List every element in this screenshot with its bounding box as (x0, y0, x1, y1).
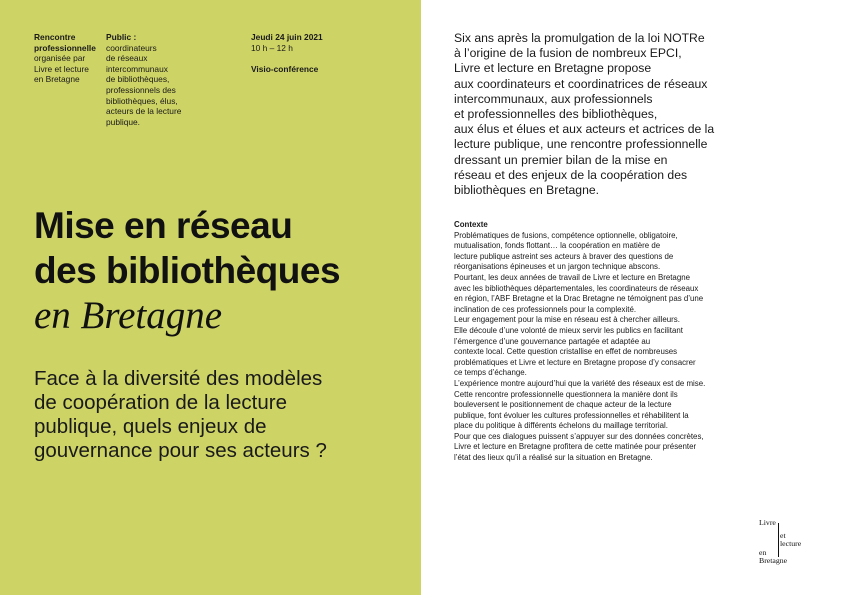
organizer-line: en Bretagne (34, 74, 80, 85)
subtitle (34, 367, 404, 463)
intro-line: dressant un premier bilan de la mise en (454, 152, 668, 167)
context-line: Livre et lecture en Bretagne profitera de cette matinée pour présenter (454, 442, 697, 452)
context-line: en région, l’ABF Bretagne et la Drac Bretagne ne témoignent pas d’une (454, 294, 704, 304)
event-date: Jeudi 24 juin 2021 (251, 32, 323, 42)
logo-word: Livre (759, 518, 776, 527)
context-line: lecture publique astreint ses acteurs à braver des questions de (454, 251, 674, 261)
organizer-line: professionnelle (34, 42, 96, 53)
organizer-line: Livre et lecture (34, 63, 89, 74)
context-line: réorganisations épineuses et un jargon technique abscons. (454, 262, 661, 272)
intro-line: à l’origine de la fusion de nombreux EPCI, (454, 46, 682, 61)
logo-word: Bretagne (759, 556, 788, 565)
subtitle-line: gouvernance pour ses acteurs ? (34, 439, 327, 462)
context-line: inclination de ces professionnels pour la complexité. (454, 304, 637, 314)
organizer-line: organisée par (34, 53, 86, 64)
context-line: Leur engagement pour la mise en réseau est à chercher ailleurs. (454, 315, 680, 325)
audience-line: publique. (106, 116, 140, 127)
page-title (34, 203, 340, 338)
context-line: place du politique à différents échelons du maillage territorial. (454, 421, 668, 431)
title-line-3: en Bretagne (34, 294, 223, 337)
intro-line: bibliothèques en Bretagne. (454, 183, 600, 198)
context-line: Pour que ces dialogues puissent s’appuyer sur des données concrètes, (454, 431, 704, 441)
event-details (251, 32, 371, 74)
title-line-2: des bibliothèques (34, 250, 341, 291)
intro-line: aux coordinateurs et coordinatrices de réseaux (454, 76, 708, 91)
audience-line: intercommunaux (106, 63, 168, 74)
intro-line: lecture publique, une rencontre professionnelle (454, 137, 708, 152)
organizer-info (34, 32, 104, 85)
context-line: avec les bibliothèques départementales, les coordinateurs de réseaux (454, 283, 699, 293)
context-line: Elle découle d’une volonté de mieux servir les publics en facilitant (454, 325, 683, 335)
event-mode: Visio-conférence (251, 63, 319, 74)
context-line: problématiques et Livre et lecture en Bretagne propose d’y consacrer (454, 357, 696, 367)
title-line-1: Mise en réseau (34, 205, 293, 246)
organizer-heading: Rencontre (34, 32, 76, 42)
context-line: contexte local. Cette question cristallise en effet de nombreuses (454, 347, 678, 357)
audience-line: professionnels des (106, 84, 176, 95)
audience-line: de bibliothèques, (106, 74, 170, 85)
context-line: publique, font évoluer les cultures professionnelles et réhabilitent la (454, 410, 689, 420)
audience-line: acteurs de la lecture (106, 106, 182, 117)
subtitle-line: de coopération de la lecture (34, 391, 288, 414)
intro-line: Livre et lecture en Bretagne propose (454, 61, 652, 76)
logo-word: et (780, 531, 786, 540)
context-line: l’émergence d’une gouvernance partagée et adaptée au (454, 336, 651, 346)
subtitle-line: Face à la diversité des modèles (34, 367, 323, 390)
audience-line: bibliothèques, élus, (106, 95, 178, 106)
audience-heading: Public : (106, 32, 137, 42)
subtitle-line: publique, quels enjeux de (34, 415, 267, 438)
intro-line: intercommunaux, aux professionnels (454, 91, 653, 106)
context-line: l’état des lieux qu’il a réalisé sur la situation en Bretagne. (454, 453, 653, 463)
logo-word: en (759, 548, 767, 557)
logo-divider (778, 523, 779, 557)
intro-line: et professionnelles des bibliothèques, (454, 107, 658, 122)
context-section (454, 220, 754, 464)
intro-line: aux élus et élues et aux acteurs et actrices de la (454, 122, 715, 137)
audience-line: de réseaux (106, 53, 148, 64)
event-time: 10 h – 12 h (251, 42, 293, 53)
audience-info (106, 32, 196, 127)
context-line: Problématiques de fusions, compétence optionnelle, obligatoire, (454, 230, 678, 240)
context-line: ce temps d’échange. (454, 368, 527, 378)
context-heading: Contexte (454, 220, 488, 229)
logo-word: lecture (780, 539, 802, 548)
context-line: mutualisation, fonds flottant… la coopération en matière de (454, 241, 661, 251)
intro-line: Six ans après la promulgation de la loi NOTRe (454, 31, 705, 45)
context-line: bouleversent le positionnement de chaque acteur de la lecture (454, 400, 672, 410)
context-line: L’expérience montre aujourd’hui que la variété des réseaux est de mise. (454, 378, 706, 388)
context-line: Pourtant, les deux années de travail de Livre et lecture en Bretagne (454, 272, 690, 282)
intro-paragraph (454, 31, 754, 198)
context-line: Cette rencontre professionnelle questionnera la manière dont ils (454, 389, 678, 399)
livre-et-lecture-logo (759, 519, 809, 565)
intro-line: réseau et des enjeux de la coopération des (454, 167, 688, 182)
audience-line: coordinateurs (106, 42, 157, 53)
